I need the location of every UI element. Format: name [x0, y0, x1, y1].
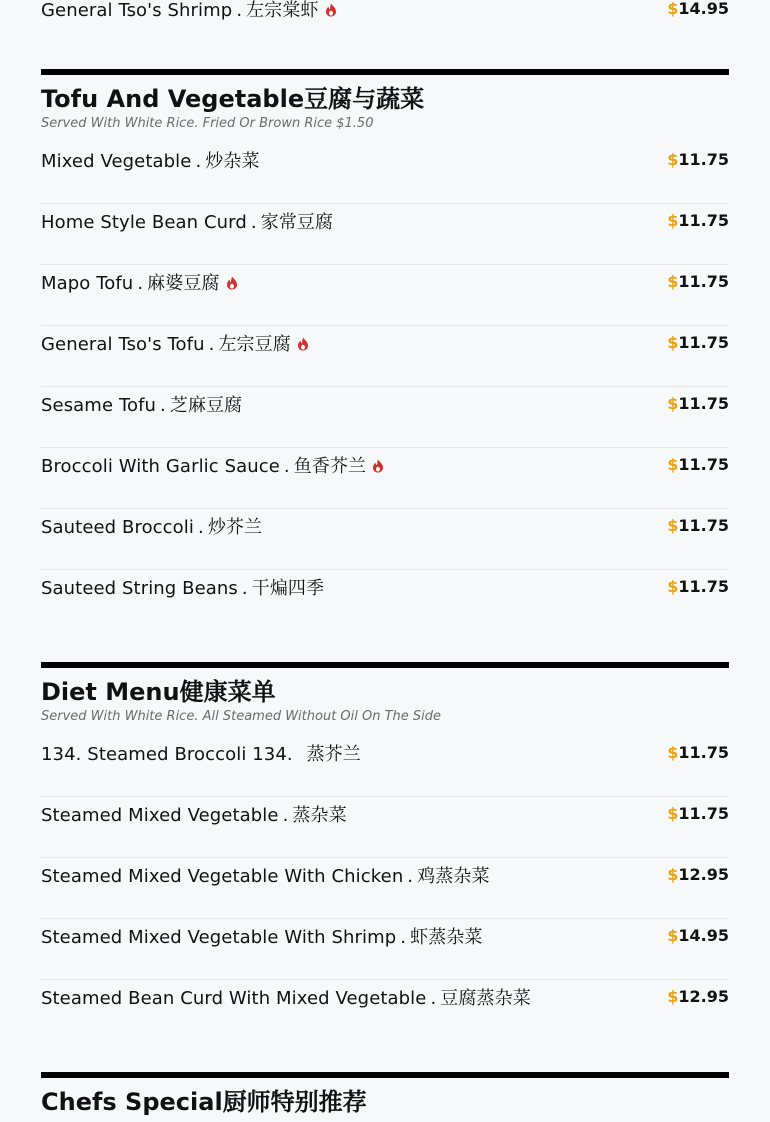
item-price: $14.95 [667, 926, 729, 945]
item-name: Sauteed Broccoli . 炒芥兰 [41, 517, 263, 538]
item-price: $11.75 [667, 394, 729, 413]
section-title: Tofu And Vegetable豆腐与蔬菜 [41, 85, 425, 113]
item-price: $11.75 [667, 516, 729, 535]
item-price: $11.75 [667, 804, 729, 823]
menu-item[interactable] [41, 448, 729, 509]
item-price: $11.75 [667, 272, 729, 291]
item-name: Steamed Bean Curd With Mixed Vegetable . 豆腐蒸杂菜 [41, 988, 531, 1009]
item-name: Broccoli With Garlic Sauce . 鱼香芥兰 [41, 456, 384, 478]
spicy-flame-icon [226, 276, 238, 290]
section-title: Chefs Special厨师特别推荐 [41, 1088, 367, 1116]
spicy-flame-icon [372, 459, 384, 473]
section-description: Served With White Rice. All Steamed Without Oil On The Side [41, 709, 442, 724]
section-divider [41, 69, 729, 75]
section-divider [41, 1072, 729, 1078]
menu-item[interactable] [41, 858, 729, 919]
menu-item[interactable] [41, 143, 729, 204]
menu-item[interactable] [41, 919, 729, 980]
item-name: Sauteed String Beans . 干煸四季 [41, 578, 325, 599]
menu-item[interactable] [41, 265, 729, 326]
item-name: Steamed Mixed Vegetable With Chicken . 鸡蒸杂菜 [41, 866, 490, 887]
item-name: Mapo Tofu . 麻婆豆腐 [41, 273, 238, 295]
spicy-flame-icon [297, 337, 309, 351]
item-price: $11.75 [667, 333, 729, 352]
item-price: $11.75 [667, 577, 729, 596]
item-name: General Tso's Tofu . 左宗豆腐 [41, 334, 309, 356]
item-name: 134. Steamed Broccoli 134. 蒸芥兰 [41, 744, 361, 765]
item-price: $14.95 [667, 0, 729, 18]
item-name: Steamed Mixed Vegetable With Shrimp . 虾蒸杂菜 [41, 927, 483, 948]
item-name: Mixed Vegetable . 炒杂菜 [41, 151, 260, 172]
item-name: Home Style Bean Curd . 家常豆腐 [41, 212, 334, 233]
menu-item[interactable] [41, 797, 729, 858]
menu-item[interactable] [41, 736, 729, 797]
menu-item[interactable] [41, 387, 729, 448]
item-name: Steamed Mixed Vegetable . 蒸杂菜 [41, 805, 347, 826]
item-name: Sesame Tofu . 芝麻豆腐 [41, 395, 243, 416]
item-price: $11.75 [667, 211, 729, 230]
item-price: $11.75 [667, 455, 729, 474]
menu-item[interactable] [41, 0, 729, 32]
section-description: Served With White Rice. Fried Or Brown Rice $1.50 [41, 116, 374, 131]
item-price: $11.75 [667, 743, 729, 762]
item-price: $12.95 [667, 987, 729, 1006]
menu-item[interactable] [41, 570, 729, 631]
spicy-flame-icon [325, 3, 337, 17]
section-divider [41, 662, 729, 668]
menu-item[interactable] [41, 326, 729, 387]
item-price: $12.95 [667, 865, 729, 884]
item-name: General Tso's Shrimp . 左宗棠虾 [41, 0, 337, 22]
menu-item[interactable] [41, 980, 729, 1041]
section-title: Diet Menu健康菜单 [41, 678, 276, 706]
menu-item[interactable] [41, 204, 729, 265]
menu-item[interactable] [41, 509, 729, 570]
item-price: $11.75 [667, 150, 729, 169]
